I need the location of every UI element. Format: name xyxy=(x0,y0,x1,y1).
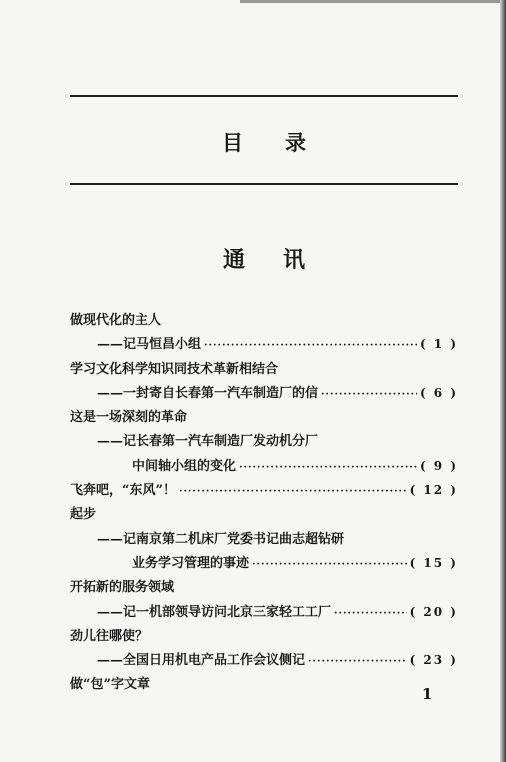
toc-entry xyxy=(70,625,458,649)
toc-entry xyxy=(70,430,458,454)
entry-title: 开拓新的服务领域 xyxy=(70,580,175,596)
toc-entry xyxy=(70,333,458,357)
entry-page: ( 12 ) xyxy=(409,483,458,498)
dot-leader xyxy=(239,462,417,473)
dot-leader xyxy=(204,340,417,351)
entry-title: 劲儿往哪使？ xyxy=(70,628,149,644)
entry-title: 飞奔吧，“东风”！ xyxy=(70,483,176,499)
toc-entry xyxy=(70,673,458,697)
toc-entry xyxy=(70,406,458,430)
toc-entry xyxy=(70,358,458,382)
toc-entry xyxy=(70,382,458,406)
bottom-rule xyxy=(70,183,458,185)
section-heading: 通讯 xyxy=(222,247,343,273)
entry-title: 业务学习管理的事迹 xyxy=(132,555,250,571)
dot-leader xyxy=(308,656,407,667)
page-right-edge xyxy=(500,0,506,762)
top-rule xyxy=(70,95,458,97)
toc-entry xyxy=(70,649,458,673)
dot-leader xyxy=(321,389,417,400)
entry-page: ( 6 ) xyxy=(419,385,458,400)
entry-title: ——记一机部领导访问北京三家轻工工厂 xyxy=(97,604,332,620)
table-of-contents xyxy=(70,309,458,698)
toc-entry xyxy=(70,455,458,479)
entry-title: ——记长春第一汽车制造厂发动机分厂 xyxy=(97,434,319,450)
page-title: 目录 xyxy=(222,130,348,155)
entry-title: 做现代化的主人 xyxy=(70,313,162,328)
dot-leader xyxy=(252,559,407,570)
dot-leader xyxy=(334,608,407,619)
entry-page: ( 15 ) xyxy=(409,555,458,570)
toc-entry xyxy=(70,528,458,552)
toc-entry xyxy=(70,503,458,527)
entry-title: ——记马恒昌小组 xyxy=(97,337,202,353)
entry-title: 做“包”字文章 xyxy=(70,677,150,693)
entry-page: ( 1 ) xyxy=(419,337,458,352)
entry-title: 中间轴小组的变化 xyxy=(132,458,237,474)
entry-page: ( 20 ) xyxy=(409,604,458,619)
page-number: 1 xyxy=(422,685,433,703)
toc-entry xyxy=(70,576,458,600)
toc-entry xyxy=(70,309,458,333)
entry-title: ——记南京第二机床厂党委书记曲志超钻研 xyxy=(97,531,345,547)
entry-title: ——全国日用机电产品工作会议侧记 xyxy=(97,653,306,669)
page-top-edge xyxy=(240,0,500,3)
dot-leader xyxy=(179,486,407,497)
entry-page: ( 9 ) xyxy=(419,458,458,473)
entry-title: 这是一场深刻的革命 xyxy=(70,410,188,426)
entry-page: ( 23 ) xyxy=(409,653,458,668)
entry-title: 学习文化科学知识同技术革新相结合 xyxy=(70,361,279,377)
entry-title: 起步 xyxy=(70,507,97,523)
entry-title: ——一封寄自长春第一汽车制造厂的信 xyxy=(97,385,319,401)
toc-entry xyxy=(70,552,458,576)
toc-entry xyxy=(70,479,458,503)
toc-entry xyxy=(70,601,458,625)
